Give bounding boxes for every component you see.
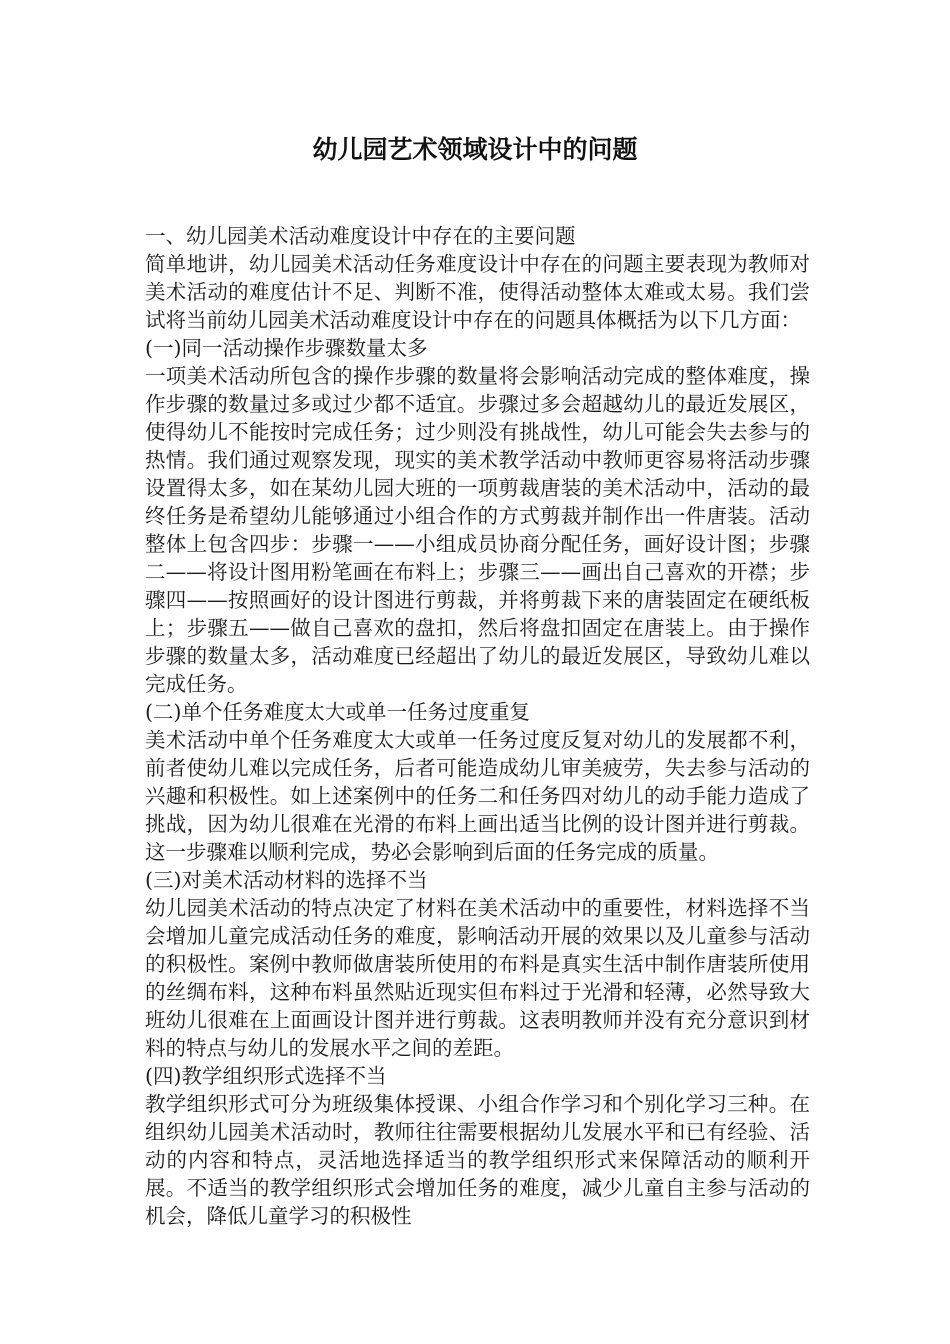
document-title: 幼儿园艺术领域设计中的问题	[312, 135, 638, 164]
paragraph: 一项美术活动所包含的操作步骤的数量将会影响活动完成的整体难度，操作步骤的数量过多或过少都不适宜。步骤过多会超越幼儿的最近发展区，使得幼儿不能按时完成任务；过少则没有挑战性，幼儿可能会失去参与的热情。我们通过观察发现，现实的美术教学活动中教师更容易将活动步骤设置得太多，如在某幼儿园大班的一项剪裁唐装的美术活动中，活动的最终任务是希望幼儿能够通过小组合作的方式剪裁并制作出一件唐装。活动整体上包含四步：步骤一——小组成员协商分配任务，画好设计图；步骤二——将设计图用粉笔画在布料上；步骤三——画出自己喜欢的开襟；步骤四——按照画好的设计图进行剪裁，并将剪裁下来的唐装固定在硬纸板上；步骤五——做自己喜欢的盘扣，然后将盘扣固定在唐装上。由于操作步骤的数量太多，活动难度已经超出了幼儿的最近发展区，导致幼儿难以完成任务。	[145, 364, 810, 696]
paragraph: 简单地讲，幼儿园美术活动任务难度设计中存在的问题主要表现为教师对美术活动的难度估计不足、判断不准，使得活动整体太难或太易。我们尝试将当前幼儿园美术活动难度设计中存在的问题具体概括为以下几方面：	[145, 252, 810, 332]
paragraph: 幼儿园美术活动的特点决定了材料在美术活动中的重要性，材料选择不当会增加儿童完成活动任务的难度，影响活动开展的效果以及儿童参与活动的积极性。案例中教师做唐装所使用的布料是真实生活中制作唐装所使用的丝绸布料，这种布料虽然贴近现实但布料过于光滑和轻薄，必然导致大班幼儿很难在上面画设计图并进行剪裁。这表明教师并没有充分意识到材料的特点与幼儿的发展水平之间的差距。	[145, 896, 810, 1060]
paragraph: 教学组织形式可分为班级集体授课、小组合作学习和个别化学习三种。在组织幼儿园美术活动时，教师往往需要根据幼儿发展水平和已有经验、活动的内容和特点，灵活地选择适当的教学组织形式来保障活动的顺利开展。不适当的教学组织形式会增加任务的难度，减少儿童自主参与活动的机会，降低儿童学习的积极性	[145, 1092, 810, 1228]
paragraph: 美术活动中单个任务难度太大或单一任务过度反复对幼儿的发展都不利，前者使幼儿难以完成任务，后者可能造成幼儿审美疲劳，失去参与活动的兴趣和积极性。如上述案例中的任务二和任务四对幼儿的动手能力造成了挑战，因为幼儿很难在光滑的布料上画出适当比例的设计图并进行剪裁。这一步骤难以顺利完成，势必会影响到后面的任务完成的质量。	[145, 728, 810, 864]
section-heading: 一、幼儿园美术活动难度设计中存在的主要问题	[145, 224, 576, 248]
subsection-heading: (四)教学组织形式选择不当	[145, 1064, 387, 1088]
subsection-heading: (三)对美术活动材料的选择不当	[145, 868, 428, 892]
subsection-heading: (一)同一活动操作步骤数量太多	[145, 336, 428, 360]
subsection-heading: (二)单个任务难度太大或单一任务过度重复	[145, 700, 530, 724]
document-body	[145, 222, 810, 1230]
